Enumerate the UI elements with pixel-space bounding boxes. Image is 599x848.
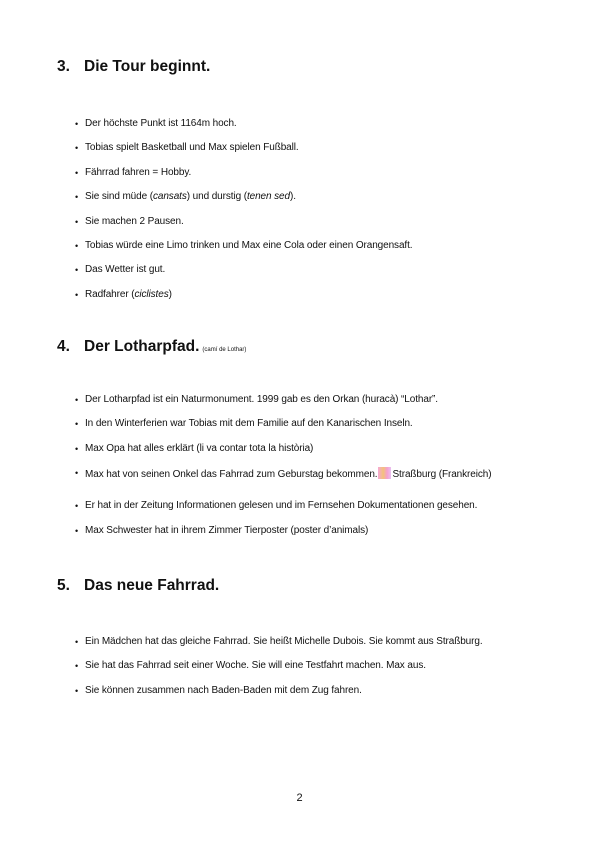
list-item: • Der Lotharpfad ist ein Naturmonument. 1999 gab es den Orkan (huracà) “Lothar”.	[75, 394, 438, 405]
list-item: • Max Schwester hat in ihrem Zimmer Tierposter (poster d’animals)	[75, 524, 369, 536]
list-item: • Sie machen 2 Pausen.	[75, 215, 184, 227]
bullet-icon: •	[75, 525, 79, 536]
list-item: • Tobias würde eine Limo trinken und Max eine Cola oder einen Orangensaft.	[75, 239, 413, 251]
bullet-icon: •	[75, 289, 79, 300]
bullet-icon: •	[75, 143, 79, 154]
section-4	[57, 338, 557, 356]
bullet-icon: •	[75, 637, 79, 647]
bullet-icon: •	[75, 395, 79, 405]
bullet-icon: •	[75, 501, 79, 512]
list-item: • In den Winterferien war Tobias mit dem Familie auf den Kanarischen Inseln.	[75, 418, 413, 430]
highlight-mark	[378, 467, 391, 479]
section-title: Der Lotharpfad.	[84, 338, 200, 355]
bullet-icon: •	[75, 192, 79, 203]
bullet-icon: •	[75, 216, 79, 227]
list-item: • Der höchste Punkt ist 1164m hoch.	[75, 118, 237, 129]
bullet-icon: •	[75, 119, 79, 129]
section-title: Das neue Fahrrad.	[84, 577, 220, 594]
section-5	[57, 577, 557, 595]
bullet-list-section-3	[75, 118, 555, 313]
bullet-icon: •	[75, 661, 79, 672]
list-item: • Max hat von seinen Onkel das Fahrrad zum Geburstag bekommen. Straßburg (Frankreich)	[75, 468, 492, 481]
section-note: (camí de Lothar)	[202, 347, 247, 353]
section-title: Die Tour beginnt.	[84, 58, 211, 75]
bullet-list-section-4	[75, 394, 555, 549]
list-item: • Fährrad fahren = Hobby.	[75, 166, 192, 178]
list-item: • Radfahrer (ciclistes)	[75, 288, 172, 300]
bullet-icon: •	[75, 443, 79, 454]
section-heading	[57, 58, 557, 76]
list-item: • Sie können zusammen nach Baden-Baden mit dem Zug fahren.	[75, 684, 362, 696]
bullet-icon: •	[75, 468, 79, 479]
bullet-icon: •	[75, 685, 79, 696]
bullet-icon: •	[75, 265, 79, 276]
section-3	[57, 58, 557, 76]
section-number: 4.	[57, 338, 70, 355]
list-item: • Sie sind müde (cansats) und durstig (tenen sed).	[75, 191, 296, 203]
list-item: • Ein Mädchen hat das gleiche Fahrrad. Sie heißt Michelle Dubois. Sie kommt aus Straßburg.	[75, 636, 483, 647]
bullet-list-section-5	[75, 636, 555, 709]
section-heading	[57, 338, 557, 356]
list-item: • Max Opa hat alles erklärt (li va contar tota la història)	[75, 442, 314, 454]
list-item: • Sie hat das Fahrrad seit einer Woche. Sie will eine Testfahrt machen. Max aus.	[75, 660, 426, 672]
list-item: • Tobias spielt Basketball und Max spielen Fußball.	[75, 142, 299, 154]
list-item: • Das Wetter ist gut.	[75, 264, 166, 276]
page-number: 2	[296, 792, 303, 804]
section-number: 3.	[57, 58, 70, 75]
bullet-icon: •	[75, 167, 79, 178]
section-number: 5.	[57, 577, 70, 594]
section-heading	[57, 577, 557, 595]
list-item: • Er hat in der Zeitung Informationen gelesen und im Fernsehen Dokumentationen gesehen.	[75, 500, 478, 512]
bullet-icon: •	[75, 240, 79, 251]
bullet-icon: •	[75, 419, 79, 430]
